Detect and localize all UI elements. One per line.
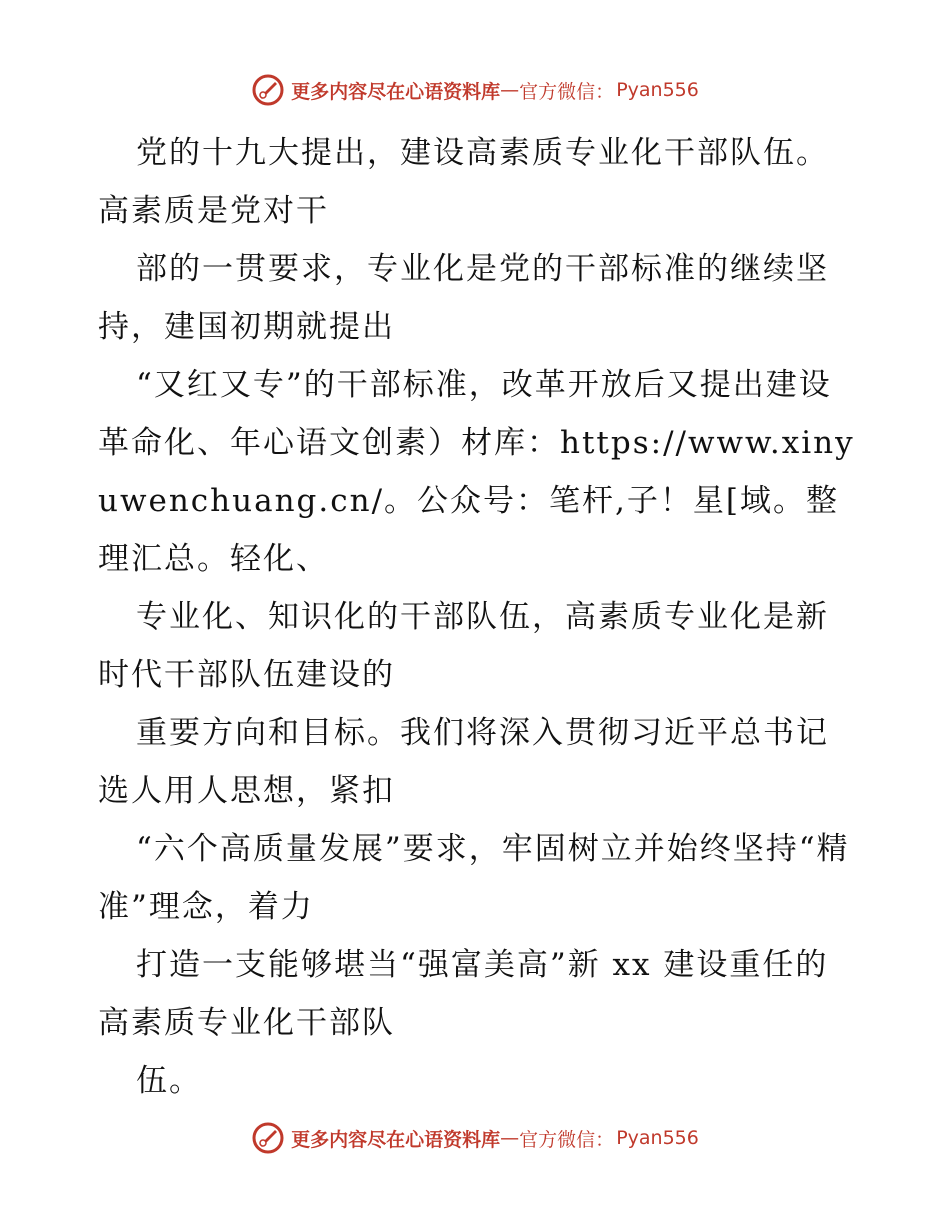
paragraph: “又红又专”的干部标准，改革开放后又提出建设革命化、年心语文创素）材库：https://www.xinyuwenchuang.cn/。公众号：笔杆,子！星[域。整理汇总。轻化、	[98, 367, 855, 577]
paragraph: 伍。	[136, 1063, 202, 1099]
paragraph: 打造一支能够堪当“强富美高”新 xx 建设重任的高素质专业化干部队	[98, 947, 829, 1041]
quill-seal-icon	[251, 73, 285, 107]
banner-wechat-id: Pyan556	[616, 1127, 699, 1149]
banner-dash: —	[500, 1127, 520, 1149]
paragraph: 部的一贯要求，专业化是党的干部标准的继续坚持，建国初期就提出	[98, 251, 829, 345]
paragraph: 专业化、知识化的干部队伍，高素质专业化是新时代干部队伍建设的	[98, 599, 829, 693]
banner-main-text: 更多内容尽在心语资料库	[291, 1128, 501, 1151]
paragraph: 党的十九大提出，建设高素质专业化干部队伍。高素质是党对干	[98, 135, 829, 229]
document-body	[98, 124, 858, 1110]
banner-wechat-label: 官方微信：	[519, 1128, 615, 1151]
header-watermark-banner	[0, 70, 950, 110]
banner-wechat-id: Pyan556	[616, 79, 699, 101]
paragraph: 重要方向和目标。我们将深入贯彻习近平总书记选人用人思想，紧扣	[98, 715, 829, 809]
banner-wechat-label: 官方微信：	[519, 80, 615, 103]
footer-watermark-banner	[0, 1118, 950, 1158]
banner-dash: —	[500, 79, 520, 101]
banner-main-text: 更多内容尽在心语资料库	[291, 80, 501, 103]
paragraph: “六个高质量发展”要求，牢固树立并始终坚持“精准”理念，着力	[98, 831, 850, 925]
quill-seal-icon	[251, 1121, 285, 1155]
